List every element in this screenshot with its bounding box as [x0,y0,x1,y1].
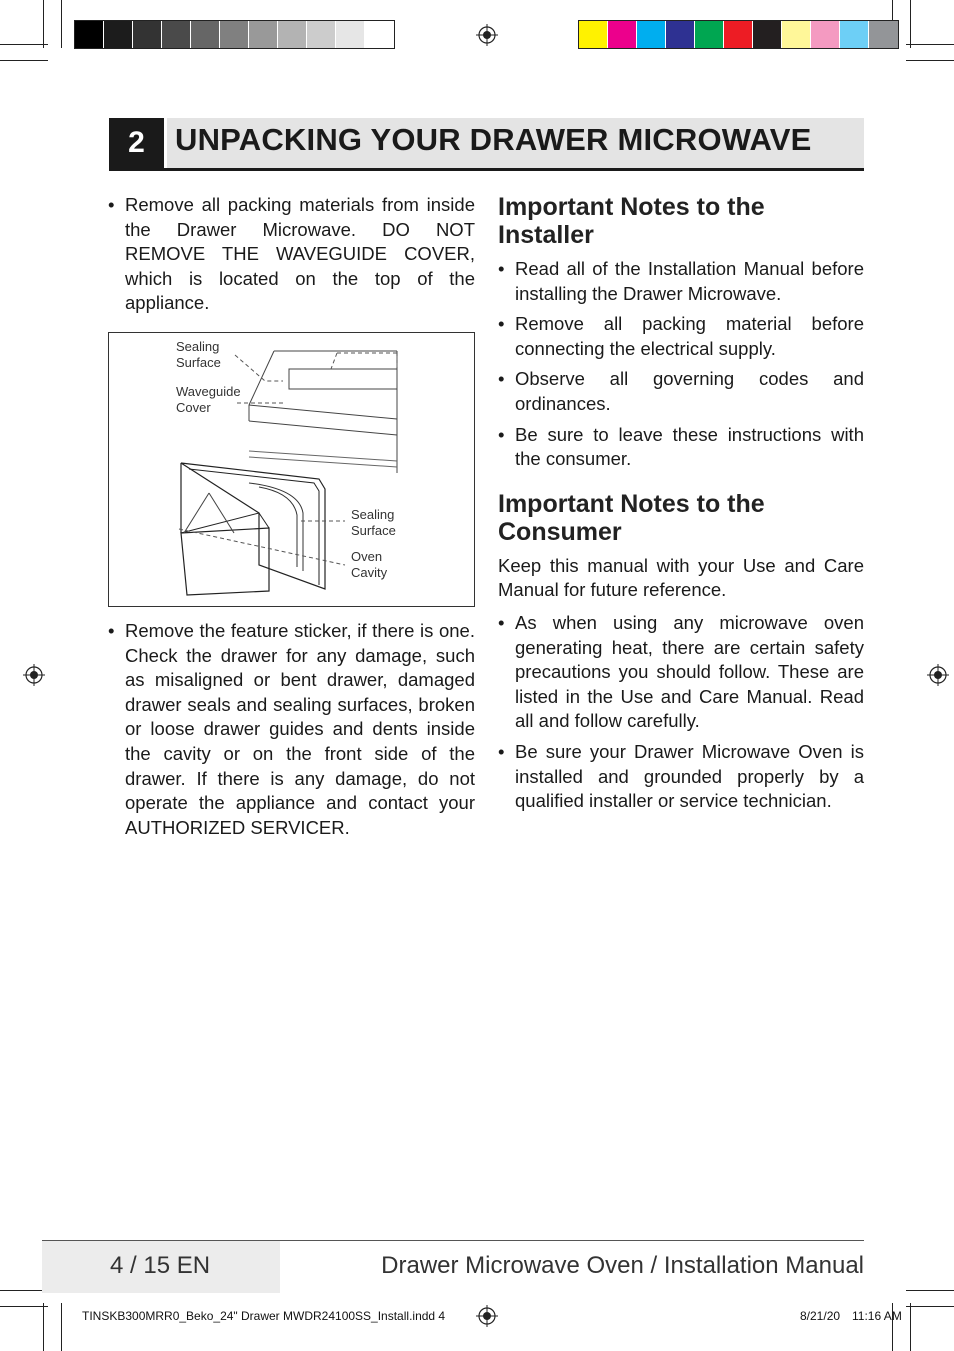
crop-mark [0,60,48,61]
color-swatch [782,21,811,48]
crop-mark [0,1306,48,1307]
crop-mark [0,44,48,45]
list-item: • Remove the feature sticker, if there is one. Check the drawer for any damage, such as misaligned or bent drawer, damaged drawer seals and sealing surfaces, broken or loose drawer guides and dents inside the cavity or on the front side of the drawer. If there is any damage, do not operate the appliance and contact your AUTHORIZED SERVICER. [108,619,475,840]
label-sealing-surface-bottom: Sealing Surface [351,506,396,538]
section-rule [109,168,864,171]
color-swatch [695,21,724,48]
color-swatch [162,21,191,48]
slug-date: 8/21/20 [800,1309,841,1323]
crop-mark [906,1290,954,1291]
registration-mark-icon [927,664,949,686]
color-swatch [336,21,365,48]
color-swatch [608,21,637,48]
list-item: • Remove all packing material before connecting the electrical supply. [498,312,864,361]
section-number: 2 [109,118,164,168]
label-oven-cavity: Oven Cavity [351,548,388,580]
crop-mark [43,1303,44,1351]
crop-mark [0,1290,48,1291]
color-swatch [840,21,869,48]
color-swatch [666,21,695,48]
drawer-illustration [109,333,476,608]
color-swatch [637,21,666,48]
grayscale-color-bar [74,20,395,49]
slug-time: 11:16 AM [852,1309,902,1323]
right-column [498,193,864,820]
slug-filename: TINSKB300MRR0_Beko_24" Drawer MWDR24100SS_Install.indd 4 [82,1309,446,1323]
crop-mark [906,1306,954,1307]
registration-mark-icon [476,1305,498,1327]
color-swatch [724,21,753,48]
list-item: • Observe all governing codes and ordinances. [498,367,864,416]
crop-mark [61,0,62,48]
list-item: • As when using any microwave oven generating heat, there are certain safety precautions you should follow. These are listed in the Use and Care Manual. Read all and follow carefully. [498,611,864,734]
registration-mark-icon [23,664,45,686]
left-column [108,193,475,846]
list-item: • Read all of the Installation Manual before installing the Drawer Microwave. [498,257,864,306]
color-swatch [811,21,840,48]
section-header [109,118,864,171]
list-item: • Be sure to leave these instructions with the consumer. [498,423,864,472]
color-swatch [220,21,249,48]
process-color-bar [578,20,899,49]
label-sealing-surface-top: Sealing Surface [176,338,221,370]
page-number: 4 / 15 EN [110,1252,211,1279]
crop-mark [43,0,44,48]
registration-mark-icon [476,24,498,46]
label-waveguide-cover: Waveguide Cover [176,383,241,415]
list-item: • Remove all packing materials from inside the Drawer Microwave. DO NOT REMOVE THE WAVEGUIDE COVER, which is located on the top of the appliance. [108,193,475,316]
drawer-diagram [108,332,475,607]
color-swatch [133,21,162,48]
installer-notes-title: Important Notes to the Installer [498,193,765,249]
section-title: UNPACKING YOUR DRAWER MICROWAVE [175,122,812,157]
color-swatch [104,21,133,48]
crop-mark [906,44,954,45]
color-swatch [753,21,782,48]
color-swatch [579,21,608,48]
list-item: • Be sure your Drawer Microwave Oven is installed and grounded properly by a qualified installer or service technician. [498,740,864,814]
crop-mark [906,60,954,61]
color-swatch [75,21,104,48]
color-swatch [278,21,307,48]
color-swatch [365,21,394,48]
consumer-intro: Keep this manual with your Use and Care Manual for future reference. [498,554,864,601]
consumer-notes-title: Important Notes to the Consumer [498,489,765,546]
crop-mark [61,1303,62,1351]
crop-mark [910,1303,911,1351]
color-swatch [869,21,898,48]
color-swatch [191,21,220,48]
color-swatch [307,21,336,48]
manual-title: Drawer Microwave Oven / Installation Manual [381,1252,864,1279]
page-footer [42,1240,864,1292]
color-swatch [249,21,278,48]
crop-mark [910,0,911,48]
